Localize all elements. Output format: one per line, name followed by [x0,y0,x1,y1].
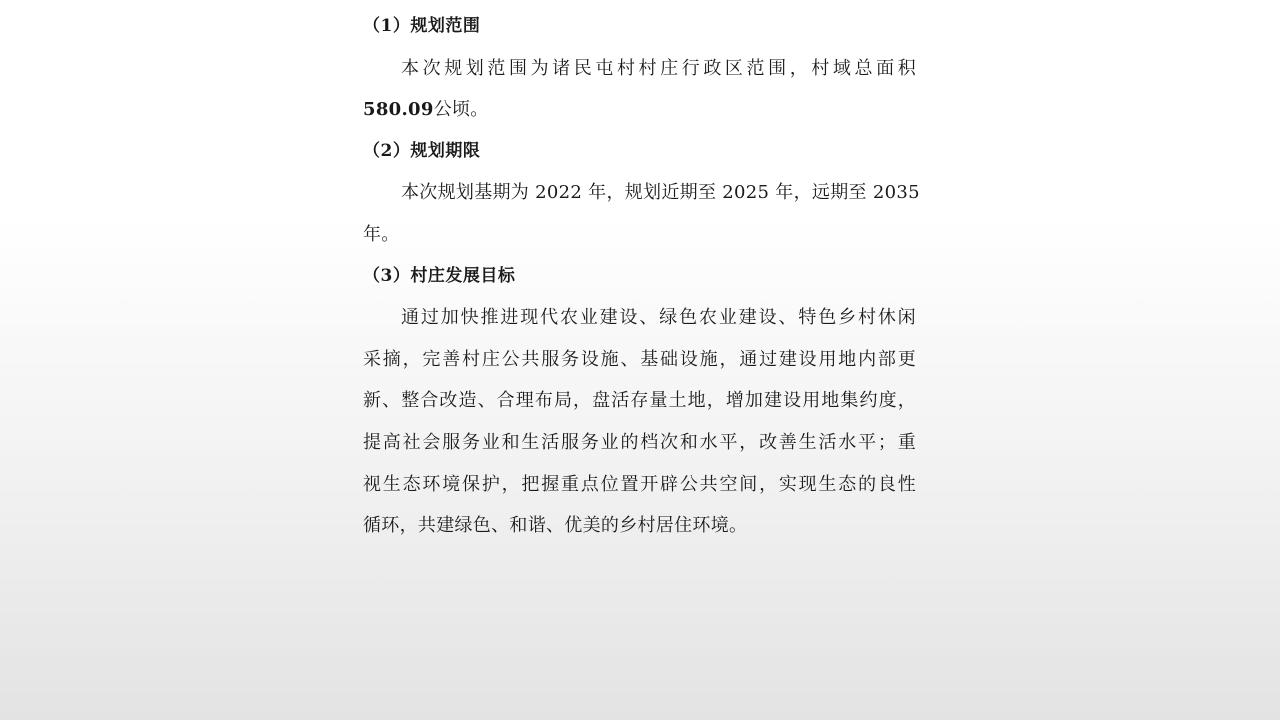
paragraph-goals-line-5: 视生态环境保护，把握重点位置开辟公共空间，实现生态的良性 [363,474,916,495]
section-heading-goals: （3）村庄发展目标 [363,266,516,286]
paragraph-goals-line-6: 循环，共建绿色、和谐、优美的乡村居住环境。 [363,515,748,536]
section-heading-scope: （1）规划范围 [363,16,481,36]
paragraph-scope-line-2 [363,101,489,119]
paragraph-goals-line-1: 通过加快推进现代农业建设、绿色农业建设、特色乡村休闲 [401,307,916,328]
paragraph-period-line-1: 本次规划基期为 2022 年，规划近期至 2025 年，远期至 2035 [401,182,920,203]
paragraph-goals-line-4: 提高社会服务业和生活服务业的档次和水平，改善生活水平；重 [363,432,916,453]
section-heading-period: （2）规划期限 [363,141,481,161]
paragraph-period-line-2: 年。 [363,224,400,245]
paragraph-goals-line-2: 采摘，完善村庄公共服务设施、基础设施，通过建设用地内部更 [363,349,916,370]
area-unit: 公顷。 [433,99,489,120]
paragraph-scope-line-1: 本次规划范围为诸民屯村村庄行政区范围，村域总面积 [401,58,916,79]
paragraph-goals-line-3: 新、整合改造、合理布局，盘活存量土地，增加建设用地集约度， [363,390,916,411]
area-value: 580.09 [363,99,434,120]
